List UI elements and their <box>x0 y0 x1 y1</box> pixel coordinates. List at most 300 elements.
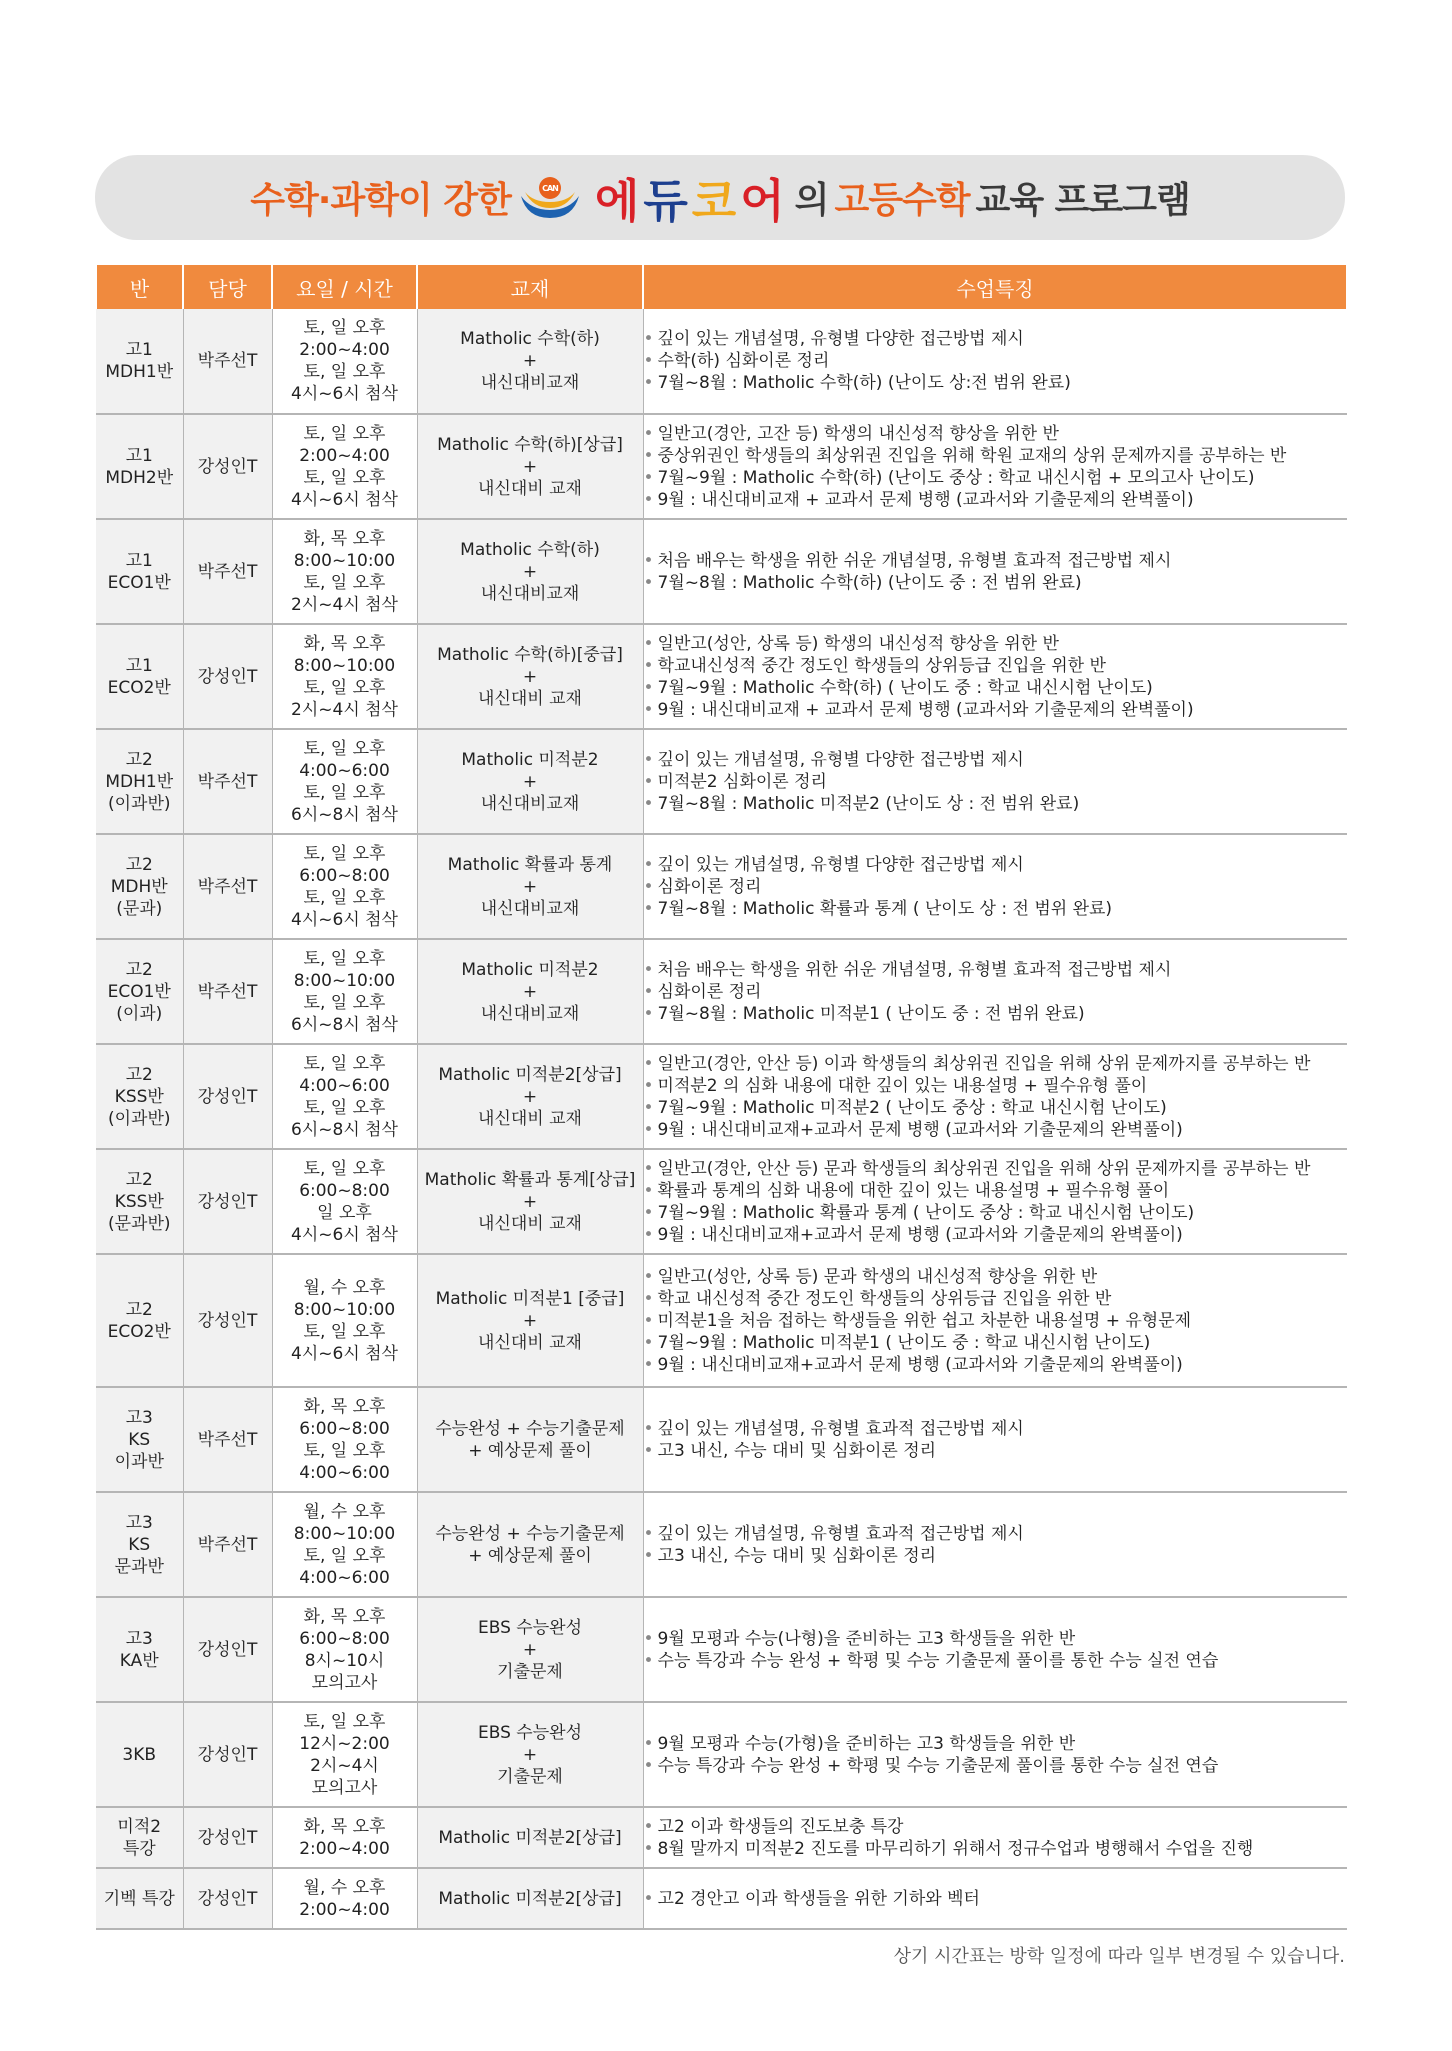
textbook-line: + 예상문제 풀이 <box>468 1440 592 1461</box>
textbook-line: Matholic 확률과 통계 <box>447 854 613 875</box>
time-line: 6시~8시 첨삭 <box>291 804 398 825</box>
time-line: 6:00~8:00 <box>299 1418 390 1439</box>
class-line: KS <box>128 1534 151 1555</box>
logo-text <box>592 165 786 231</box>
features-cell <box>643 414 1347 519</box>
time-line: 토, 일 오후 <box>303 992 386 1013</box>
header-teacher: 담당 <box>183 265 272 309</box>
textbook-line: + <box>522 771 538 792</box>
feature-line: • 일반고(성안, 상록 등) 문과 학생의 내신성적 향상을 위한 반 <box>644 1266 1348 1288</box>
header-class: 반 <box>96 265 183 309</box>
features-cell <box>643 624 1347 729</box>
time-line: 일 오후 <box>317 1202 372 1223</box>
class-line: MDH1반 <box>105 362 174 382</box>
textbook-line: 내신대비 교재 <box>478 1213 582 1234</box>
schedule-table <box>95 265 1348 1930</box>
time-line: 토, 일 오후 <box>303 1097 386 1118</box>
textbook-cell <box>417 309 643 414</box>
feature-line: • 고3 내신, 수능 대비 및 심화이론 정리 <box>644 1440 1348 1462</box>
class-line: 기벡 특강 <box>103 1888 175 1909</box>
textbook-cell <box>417 834 643 939</box>
class-line: ECO2반 <box>107 677 171 698</box>
feature-line: • 깊이 있는 개념설명, 유형별 효과적 접근방법 제시 <box>644 1523 1348 1545</box>
time-line: 12시~2:00 <box>299 1733 390 1754</box>
feature-line: • 깊이 있는 개념설명, 유형별 다양한 접근방법 제시 <box>644 328 1348 350</box>
time-line: 화, 목 오후 <box>303 633 386 654</box>
time-line: 2:00~4:00 <box>299 340 390 360</box>
feature-line: • 일반고(경안, 고잔 등) 학생의 내신성적 향상을 위한 반 <box>644 423 1348 445</box>
feature-line: • 학교 내신성적 중간 정도인 학생들의 상위등급 진입을 위한 반 <box>644 1288 1348 1310</box>
feature-line: • 학교내신성적 중간 정도인 학생들의 상위등급 진입을 위한 반 <box>644 655 1348 677</box>
time-line: 6:00~8:00 <box>299 1180 390 1201</box>
class-cell <box>96 729 183 834</box>
time-cell <box>272 1807 417 1868</box>
feature-line: • 심화이론 정리 <box>644 981 1348 1003</box>
class-line: 고2 <box>125 1299 153 1320</box>
time-line: 6:00~8:00 <box>299 865 390 886</box>
features-cell <box>643 1868 1347 1929</box>
time-cell <box>272 519 417 624</box>
features-cell <box>643 729 1347 834</box>
time-line: 8:00~10:00 <box>293 1299 396 1320</box>
feature-line: • 7월~8월 : Matholic 수학(하) (난이도 상:전 범위 완료) <box>644 372 1348 394</box>
time-line: 4시~6시 첨삭 <box>291 1224 398 1245</box>
class-cell <box>96 1597 183 1702</box>
feature-line: • 심화이론 정리 <box>644 876 1348 898</box>
textbook-line: + <box>522 1086 538 1107</box>
teacher-cell: 박주선T <box>183 519 272 624</box>
time-line: 4:00~6:00 <box>299 1462 390 1483</box>
textbook-cell <box>417 1492 643 1597</box>
feature-line: • 중상위권인 학생들의 최상위권 진입을 위해 학원 교재의 상위 문제까지를 공부하는 반 <box>644 445 1348 467</box>
textbook-line: + <box>522 981 538 1002</box>
time-line: 토, 일 오후 <box>303 572 386 593</box>
time-line: 토, 일 오후 <box>303 1440 386 1461</box>
textbook-line: 내신대비 교재 <box>478 1108 582 1129</box>
class-line: KSS반 <box>114 1086 164 1107</box>
feature-line: • 7월~8월 : Matholic 확률과 통계 ( 난이도 상 : 전 범위 완료) <box>644 898 1348 920</box>
table-row <box>96 519 1347 624</box>
textbook-line: Matholic 미적분1 [중급] <box>435 1288 625 1309</box>
time-line: 모의고사 <box>311 1672 378 1693</box>
class-cell <box>96 519 183 624</box>
time-line: 2:00~4:00 <box>299 445 390 466</box>
class-line: 이과반 <box>114 1451 164 1472</box>
textbook-cell <box>417 624 643 729</box>
textbook-cell <box>417 1807 643 1868</box>
feature-line: • 9월 : 내신대비교재+교과서 문제 병행 (교과서와 기출문제의 완벽풀이) <box>644 1354 1348 1376</box>
class-line: ECO1반 <box>107 572 171 593</box>
textbook-line: Matholic 미적분2[상급] <box>438 1888 622 1909</box>
time-line: 화, 목 오후 <box>303 528 386 549</box>
textbook-line: Matholic 미적분2[상급] <box>438 1827 622 1848</box>
table-row <box>96 1254 1347 1387</box>
textbook-cell <box>417 1868 643 1929</box>
class-cell <box>96 1492 183 1597</box>
textbook-cell <box>417 414 643 519</box>
time-line: 토, 일 오후 <box>303 887 386 908</box>
textbook-line: + <box>522 1744 538 1765</box>
feature-line: • 수학(하) 심화이론 정리 <box>644 350 1348 372</box>
time-line: 4:00~6:00 <box>299 1075 390 1096</box>
features-cell <box>643 519 1347 624</box>
logo-letter-3: 코 <box>691 173 735 228</box>
textbook-cell <box>417 939 643 1044</box>
class-line: 고1 <box>125 445 153 466</box>
time-cell <box>272 1254 417 1387</box>
feature-line: • 고3 내신, 수능 대비 및 심화이론 정리 <box>644 1545 1348 1567</box>
time-cell <box>272 624 417 729</box>
time-cell <box>272 729 417 834</box>
educore-logo-icon <box>517 174 583 222</box>
features-cell <box>643 834 1347 939</box>
class-line: (이과반) <box>107 793 171 814</box>
class-cell <box>96 1149 183 1254</box>
feature-line: • 7월~9월 : Matholic 확률과 통계 ( 난이도 중상 : 학교 내신시험 난이도) <box>644 1202 1348 1224</box>
textbook-line: + <box>522 351 538 371</box>
time-line: 토, 일 오후 <box>303 1711 386 1732</box>
textbook-line: 내신대비 교재 <box>478 688 582 709</box>
time-line: 4시~6시 첨삭 <box>291 909 398 930</box>
logo-letter-2: 듀 <box>643 173 686 228</box>
feature-line: • 7월~8월 : Matholic 수학(하) (난이도 중 : 전 범위 완료) <box>644 572 1348 594</box>
feature-line: • 확률과 통계의 심화 내용에 대한 깊이 있는 내용설명 + 필수유형 풀이 <box>644 1180 1348 1202</box>
time-line: 화, 목 오후 <box>303 1606 386 1627</box>
class-line: (이과) <box>116 1003 163 1024</box>
feature-line: • 일반고(경안, 안산 등) 이과 학생들의 최상위권 진입을 위해 상위 문제까지를 공부하는 반 <box>644 1053 1348 1075</box>
feature-line: • 깊이 있는 개념설명, 유형별 다양한 접근방법 제시 <box>644 854 1348 876</box>
header-time: 요일 / 시간 <box>272 265 417 309</box>
table-row <box>96 414 1347 519</box>
time-cell <box>272 1702 417 1807</box>
table-row <box>96 1702 1347 1807</box>
time-line: 4:00~6:00 <box>299 1567 390 1588</box>
time-line: 6시~8시 첨삭 <box>291 1014 398 1035</box>
feature-line: • 처음 배우는 학생을 위한 쉬운 개념설명, 유형별 효과적 접근방법 제시 <box>644 550 1348 572</box>
class-line: ECO2반 <box>107 1321 171 1342</box>
textbook-line: 내신대비교재 <box>480 793 580 814</box>
teacher-cell: 박주선T <box>183 939 272 1044</box>
table-row <box>96 1492 1347 1597</box>
teacher-cell: 강성인T <box>183 1597 272 1702</box>
textbook-line: Matholic 미적분2[상급] <box>438 1064 622 1085</box>
title-part-3: 고등수학 <box>834 180 970 221</box>
teacher-cell: 강성인T <box>183 1254 272 1387</box>
table-row <box>96 309 1347 414</box>
class-line: 고1 <box>125 340 153 360</box>
class-line: KSS반 <box>114 1191 164 1212</box>
textbook-line: 내신대비교재 <box>480 898 580 919</box>
class-cell <box>96 414 183 519</box>
class-line: ECO1반 <box>107 981 171 1002</box>
features-cell <box>643 1149 1347 1254</box>
time-line: 2:00~4:00 <box>299 1899 390 1920</box>
textbook-line: Matholic 수학(하) <box>460 329 600 349</box>
class-line: (문과) <box>116 898 163 919</box>
features-cell <box>643 1597 1347 1702</box>
logo-badge-text: CAN <box>542 183 558 193</box>
time-cell <box>272 939 417 1044</box>
textbook-line: EBS 수능완성 <box>478 1722 582 1743</box>
feature-line: • 깊이 있는 개념설명, 유형별 다양한 접근방법 제시 <box>644 749 1348 771</box>
teacher-cell: 강성인T <box>183 1044 272 1149</box>
feature-line: • 고2 이과 학생들의 진도보충 특강 <box>644 1816 1348 1838</box>
schedule-body <box>96 309 1347 1929</box>
time-line: 토, 일 오후 <box>303 677 386 698</box>
time-line: 2시~4시 <box>310 1755 379 1776</box>
time-line: 8시~10시 <box>304 1650 385 1671</box>
textbook-cell <box>417 1702 643 1807</box>
time-cell <box>272 1149 417 1254</box>
time-line: 4:00~6:00 <box>299 760 390 781</box>
teacher-cell: 박주선T <box>183 1387 272 1492</box>
textbook-line: EBS 수능완성 <box>478 1617 582 1638</box>
table-row <box>96 1868 1347 1929</box>
class-line: 고2 <box>125 854 153 875</box>
time-line: 8:00~10:00 <box>293 655 396 676</box>
class-line: 고1 <box>125 655 153 676</box>
textbook-cell <box>417 1387 643 1492</box>
feature-line: • 미적분2 의 심화 내용에 대한 깊이 있는 내용설명 + 필수유형 풀이 <box>644 1075 1348 1097</box>
features-cell <box>643 309 1347 414</box>
time-cell <box>272 414 417 519</box>
textbook-line: 수능완성 + 수능기출문제 <box>435 1418 625 1439</box>
features-cell <box>643 1044 1347 1149</box>
feature-line: • 미적분1을 처음 접하는 학생들을 위한 쉽고 차분한 내용설명 + 유형문제 <box>644 1310 1348 1332</box>
textbook-line: + <box>522 1310 538 1331</box>
textbook-line: + <box>522 876 538 897</box>
feature-line: • 수능 특강과 수능 완성 + 학평 및 수능 기출문제 풀이를 통한 수능 실전 연습 <box>644 1755 1348 1777</box>
header-textbook: 교재 <box>417 265 643 309</box>
time-line: 모의고사 <box>311 1777 378 1798</box>
features-cell <box>643 1702 1347 1807</box>
time-line: 4시~6시 첨삭 <box>291 489 398 510</box>
time-line: 8:00~10:00 <box>293 1523 396 1544</box>
textbook-line: 내신대비교재 <box>480 1003 580 1024</box>
time-line: 토, 일 오후 <box>303 948 386 969</box>
table-row <box>96 1387 1347 1492</box>
class-line: KA반 <box>119 1650 159 1671</box>
textbook-line: 내신대비 교재 <box>478 1332 582 1353</box>
time-line: 2시~4시 첨삭 <box>291 594 398 615</box>
textbook-line: Matholic 미적분2 <box>461 749 599 770</box>
educore-logo <box>517 165 789 231</box>
table-row <box>96 939 1347 1044</box>
class-cell <box>96 1868 183 1929</box>
time-line: 토, 일 오후 <box>303 738 386 759</box>
footnote: 상기 시간표는 방학 일정에 따라 일부 변경될 수 있습니다. <box>893 1946 1345 1967</box>
time-line: 토, 일 오후 <box>303 843 386 864</box>
features-cell <box>643 1254 1347 1387</box>
table-row <box>96 1807 1347 1868</box>
class-line: 고3 <box>125 1628 153 1649</box>
features-cell <box>643 1492 1347 1597</box>
feature-line: • 9월 : 내신대비교재+교과서 문제 병행 (교과서와 기출문제의 완벽풀이) <box>644 1224 1348 1246</box>
teacher-cell: 강성인T <box>183 1149 272 1254</box>
time-line: 토, 일 오후 <box>303 1158 386 1179</box>
table-row <box>96 1149 1347 1254</box>
feature-line: • 9월 : 내신대비교재+교과서 문제 병행 (교과서와 기출문제의 완벽풀이) <box>644 1119 1348 1141</box>
table-row <box>96 729 1347 834</box>
time-cell <box>272 309 417 414</box>
time-line: 6시~8시 첨삭 <box>291 1119 398 1140</box>
class-cell <box>96 939 183 1044</box>
feature-line: • 고2 경안고 이과 학생들을 위한 기하와 벡터 <box>644 1888 1348 1910</box>
feature-line: • 깊이 있는 개념설명, 유형별 효과적 접근방법 제시 <box>644 1418 1348 1440</box>
textbook-line: Matholic 수학(하)[중급] <box>437 644 623 665</box>
textbook-line: Matholic 수학(하)[상급] <box>437 434 623 455</box>
time-line: 4시~6시 첨삭 <box>291 1343 398 1364</box>
table-header-row <box>96 265 1347 309</box>
class-cell <box>96 624 183 729</box>
feature-line: • 8월 말까지 미적분2 진도를 마무리하기 위해서 정규수업과 병행해서 수업을 진행 <box>644 1838 1348 1860</box>
title-part-1: 수학·과학이 강한 <box>250 180 511 221</box>
time-line: 토, 일 오후 <box>303 467 386 488</box>
class-line: MDH2반 <box>105 467 174 488</box>
time-cell <box>272 1492 417 1597</box>
class-line: (이과반) <box>107 1108 171 1129</box>
textbook-cell <box>417 1254 643 1387</box>
class-line: 문과반 <box>114 1556 164 1577</box>
time-line: 6:00~8:00 <box>299 1628 390 1649</box>
feature-line: • 9월 : 내신대비교재 + 교과서 문제 병행 (교과서와 기출문제의 완벽풀이) <box>644 489 1348 511</box>
time-line: 화, 목 오후 <box>303 1396 386 1417</box>
textbook-line: + <box>522 1191 538 1212</box>
feature-line: • 7월~8월 : Matholic 미적분1 ( 난이도 중 : 전 범위 완료) <box>644 1003 1348 1025</box>
feature-line: • 9월 모평과 수능(나형)을 준비하는 고3 학생들을 위한 반 <box>644 1628 1348 1650</box>
time-line: 토, 일 오후 <box>303 1321 386 1342</box>
table-row <box>96 834 1347 939</box>
textbook-line: 기출문제 <box>497 1766 563 1787</box>
textbook-line: 내신대비 교재 <box>478 478 582 499</box>
time-line: 월, 수 오후 <box>303 1501 386 1522</box>
feature-line: • 7월~8월 : Matholic 미적분2 (난이도 상 : 전 범위 완료) <box>644 793 1348 815</box>
time-line: 토, 일 오후 <box>303 1545 386 1566</box>
class-line: 고2 <box>125 1064 153 1085</box>
time-line: 토, 일 오후 <box>303 362 386 382</box>
textbook-line: 기출문제 <box>497 1661 563 1682</box>
textbook-cell <box>417 729 643 834</box>
class-line: 고1 <box>125 550 153 571</box>
feature-line: • 수능 특강과 수능 완성 + 학평 및 수능 기출문제 풀이를 통한 수능 실전 연습 <box>644 1650 1348 1672</box>
textbook-cell <box>417 519 643 624</box>
time-cell <box>272 834 417 939</box>
textbook-line: Matholic 수학(하) <box>460 539 600 560</box>
teacher-cell: 박주선T <box>183 309 272 414</box>
class-cell <box>96 1254 183 1387</box>
table-row <box>96 1597 1347 1702</box>
time-cell <box>272 1597 417 1702</box>
features-cell <box>643 939 1347 1044</box>
textbook-line: + <box>522 561 538 582</box>
class-cell <box>96 309 183 414</box>
textbook-line: + <box>522 456 538 477</box>
feature-line: • 일반고(성안, 상록 등) 학생의 내신성적 향상을 위한 반 <box>644 633 1348 655</box>
feature-line: • 7월~9월 : Matholic 미적분1 ( 난이도 중 : 학교 내신시험 난이도) <box>644 1332 1348 1354</box>
time-line: 2시~4시 첨삭 <box>291 699 398 720</box>
textbook-line: Matholic 확률과 통계[상급] <box>424 1169 636 1190</box>
teacher-cell: 강성인T <box>183 1702 272 1807</box>
textbook-line: 내신대비교재 <box>480 373 580 393</box>
teacher-cell: 강성인T <box>183 414 272 519</box>
class-line: 고2 <box>125 959 153 980</box>
table-row <box>96 1044 1347 1149</box>
textbook-line: Matholic 미적분2 <box>461 959 599 980</box>
class-cell <box>96 1807 183 1868</box>
time-line: 토, 일 오후 <box>303 423 386 444</box>
feature-line: • 7월~9월 : Matholic 미적분2 ( 난이도 중상 : 학교 내신시험 난이도) <box>644 1097 1348 1119</box>
textbook-cell <box>417 1597 643 1702</box>
header-features: 수업특징 <box>643 265 1347 309</box>
textbook-line: 내신대비교재 <box>480 583 580 604</box>
teacher-cell: 박주선T <box>183 834 272 939</box>
feature-line: • 7월~9월 : Matholic 수학(하) (난이도 중상 : 학교 내신시험 + 모의고사 난이도) <box>644 467 1348 489</box>
class-line: (문과반) <box>107 1213 171 1234</box>
textbook-line: + <box>522 1639 538 1660</box>
title-part-4: 교육 프로그램 <box>975 180 1190 221</box>
time-line: 토, 일 오후 <box>303 1053 386 1074</box>
teacher-cell: 박주선T <box>183 1492 272 1597</box>
time-cell <box>272 1044 417 1149</box>
class-cell <box>96 1387 183 1492</box>
time-line: 4시~6시 첨삭 <box>291 384 398 404</box>
time-line: 토, 일 오후 <box>303 782 386 803</box>
class-line: 고2 <box>125 749 153 770</box>
logo-letter-4: 어 <box>740 173 783 228</box>
teacher-cell: 강성인T <box>183 624 272 729</box>
logo-letter-1: 에 <box>594 173 638 228</box>
time-line: 8:00~10:00 <box>293 550 396 571</box>
feature-line: • 처음 배우는 학생을 위한 쉬운 개념설명, 유형별 효과적 접근방법 제시 <box>644 959 1348 981</box>
features-cell <box>643 1807 1347 1868</box>
textbook-cell <box>417 1044 643 1149</box>
feature-line: • 7월~9월 : Matholic 수학(하) ( 난이도 중 : 학교 내신시험 난이도) <box>644 677 1348 699</box>
table-row <box>96 624 1347 729</box>
textbook-line: + <box>522 666 538 687</box>
class-cell <box>96 1702 183 1807</box>
class-line: 고2 <box>125 1169 153 1190</box>
time-cell <box>272 1868 417 1929</box>
class-line: 고3 <box>125 1407 153 1428</box>
textbook-line: + 예상문제 풀이 <box>468 1545 592 1566</box>
textbook-line: 수능완성 + 수능기출문제 <box>435 1523 625 1544</box>
class-line: MDH1반 <box>105 771 174 792</box>
class-line: MDH반 <box>110 876 168 897</box>
features-cell <box>643 1387 1347 1492</box>
teacher-cell: 강성인T <box>183 1868 272 1929</box>
time-cell <box>272 1387 417 1492</box>
time-line: 8:00~10:00 <box>293 970 396 991</box>
class-line: 특강 <box>122 1838 156 1859</box>
title-part-2: 의 <box>794 180 829 221</box>
feature-line: • 9월 모평과 수능(가형)을 준비하는 고3 학생들을 위한 반 <box>644 1733 1348 1755</box>
time-line: 2:00~4:00 <box>299 1838 390 1859</box>
feature-line: • 9월 : 내신대비교재 + 교과서 문제 병행 (교과서와 기출문제의 완벽풀이) <box>644 699 1348 721</box>
class-line: 3KB <box>122 1744 157 1765</box>
class-cell <box>96 1044 183 1149</box>
textbook-cell <box>417 1149 643 1254</box>
teacher-cell: 강성인T <box>183 1807 272 1868</box>
class-line: 미적2 <box>117 1816 162 1837</box>
class-cell <box>96 834 183 939</box>
time-line: 월, 수 오후 <box>303 1877 386 1898</box>
class-line: 고3 <box>125 1512 153 1533</box>
feature-line: • 미적분2 심화이론 정리 <box>644 771 1348 793</box>
time-line: 월, 수 오후 <box>303 1277 386 1298</box>
class-line: KS <box>128 1429 151 1450</box>
teacher-cell: 박주선T <box>183 729 272 834</box>
title-banner <box>95 155 1345 240</box>
